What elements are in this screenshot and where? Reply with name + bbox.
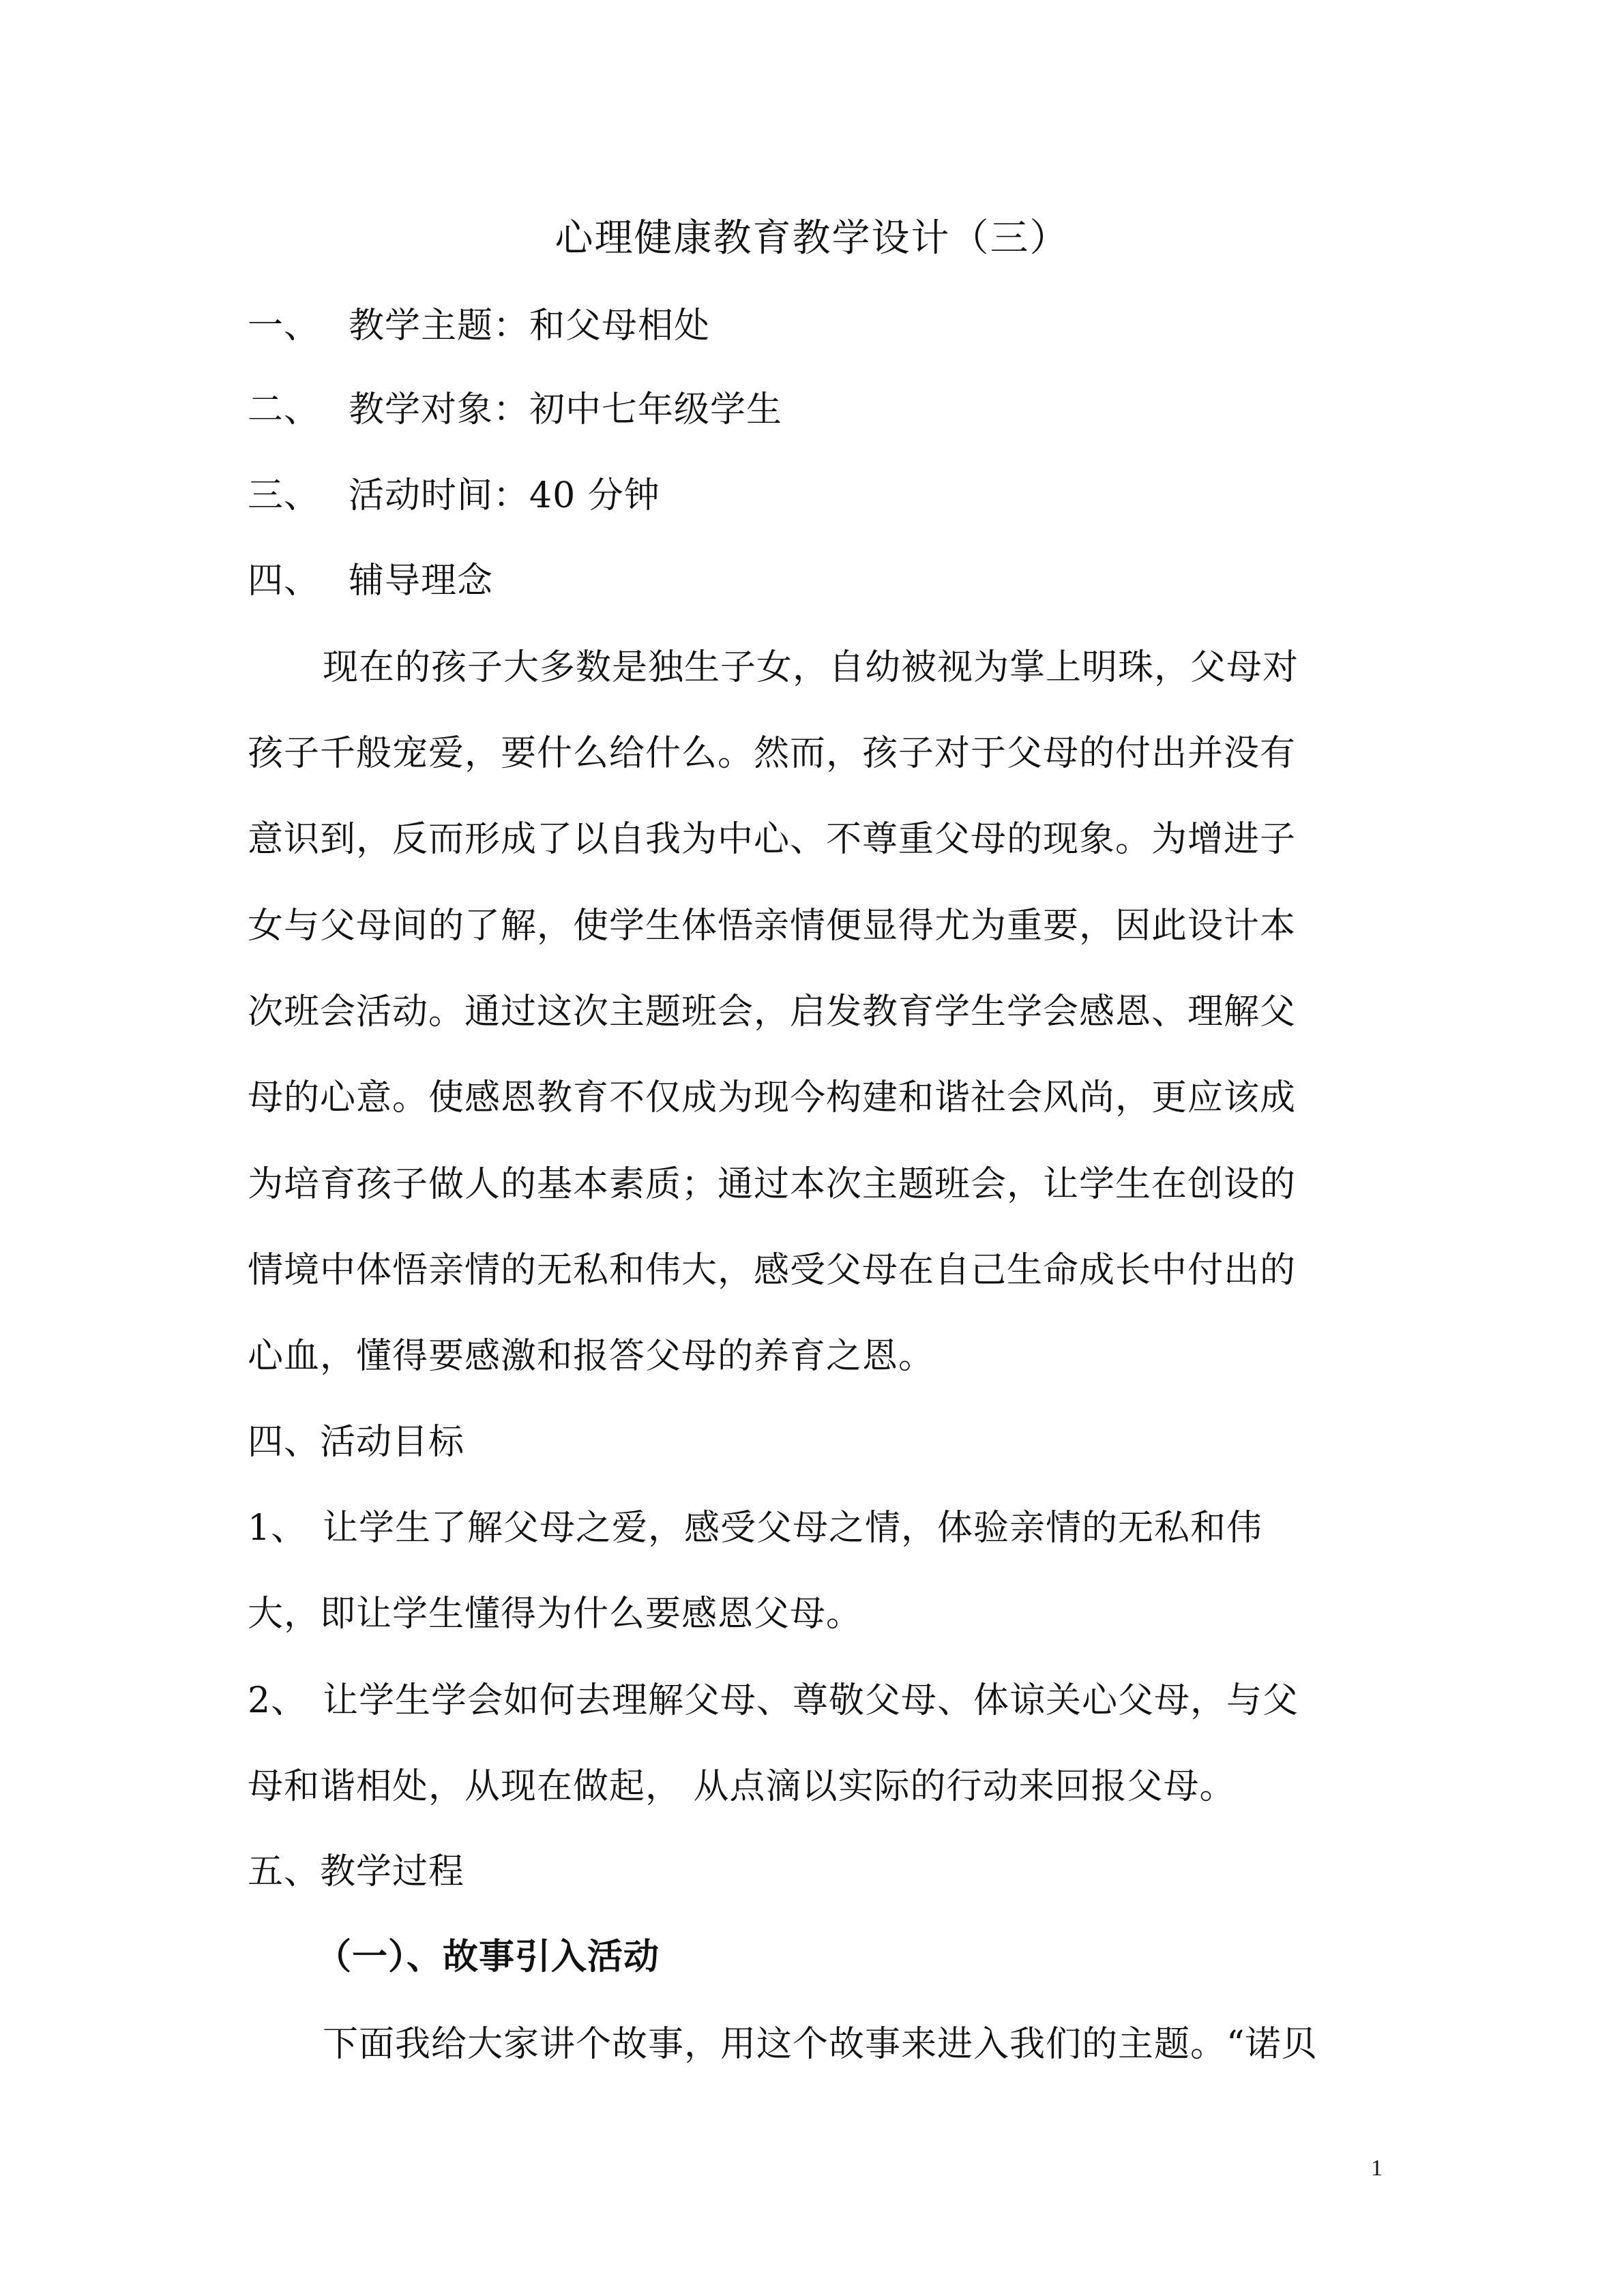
philosophy-line-2: 孩子千般宠爱，要什么给什么。然而，孩子对于父母的付出并没有	[248, 733, 1297, 774]
section-4-text: 辅导理念	[349, 561, 494, 601]
goal-1-line-2: 大，即让学生懂得为什么要感恩父母。	[248, 1594, 863, 1635]
section-1	[248, 304, 710, 348]
philosophy-line-8: 情境中体悟亲情的无私和伟大，感受父母在自己生命成长中付出的	[248, 1250, 1297, 1291]
page-number: 1	[1371, 2156, 1383, 2181]
section-2	[248, 388, 782, 432]
section-4-number: 四、	[248, 561, 321, 601]
goal-2-number: 2、	[248, 1680, 308, 1721]
section-2-number: 二、	[248, 389, 321, 430]
philosophy-line-1: 现在的孩子大多数是独生子女，自幼被视为掌上明珠，父母对	[323, 647, 1299, 688]
section-3-text: 活动时间：40 分钟	[349, 475, 660, 516]
section-4	[248, 559, 493, 603]
philosophy-line-4: 女与父母间的了解，使学生体悟亲情便显得尤为重要，因此设计本	[248, 906, 1297, 946]
philosophy-line-9: 心血，懂得要感激和报答父母的养育之恩。	[248, 1336, 935, 1377]
philosophy-line-3: 意识到，反而形成了以自我为中心、不尊重父母的现象。为增进子	[248, 819, 1297, 860]
philosophy-line-6: 母的心意。使感恩教育不仅成为现今构建和谐社会风尚，更应该成	[248, 1077, 1297, 1118]
philosophy-line-5: 次班会活动。通过这次主题班会，启发教育学生学会感恩、理解父	[248, 992, 1297, 1032]
story-intro-line: 下面我给大家讲个故事，用这个故事来进入我们的主题。“诺贝	[323, 2024, 1318, 2065]
goal-2-line-1	[248, 1679, 1299, 1723]
goal-1-number: 1、	[248, 1508, 308, 1549]
process-heading: 五、教学过程	[248, 1851, 465, 1892]
philosophy-line-7: 为培育孩子做人的基本素质；通过本次主题班会，让学生在创设的	[248, 1164, 1297, 1205]
goal-2-text: 让学生学会如何去理解父母、尊敬父母、体谅关心父母，与父	[323, 1680, 1299, 1721]
section-1-text: 教学主题：和父母相处	[349, 305, 711, 346]
goals-heading: 四、活动目标	[248, 1422, 465, 1463]
goal-2-line-2: 母和谐相处，从现在做起， 从点滴以实际的行动来回报父母。	[248, 1766, 1236, 1807]
goal-1-text: 让学生了解父母之爱，感受父母之情，体验亲情的无私和伟	[323, 1508, 1263, 1549]
document-title: 心理健康教育教学设计（三）	[555, 216, 1069, 260]
goal-1-line-1	[248, 1506, 1263, 1550]
section-1-number: 一、	[248, 305, 321, 346]
section-2-text: 教学对象：初中七年级学生	[349, 389, 783, 430]
section-3	[248, 474, 660, 518]
story-subheading: （一）、故事引入活动	[316, 1937, 660, 1978]
section-3-number: 三、	[248, 475, 321, 516]
